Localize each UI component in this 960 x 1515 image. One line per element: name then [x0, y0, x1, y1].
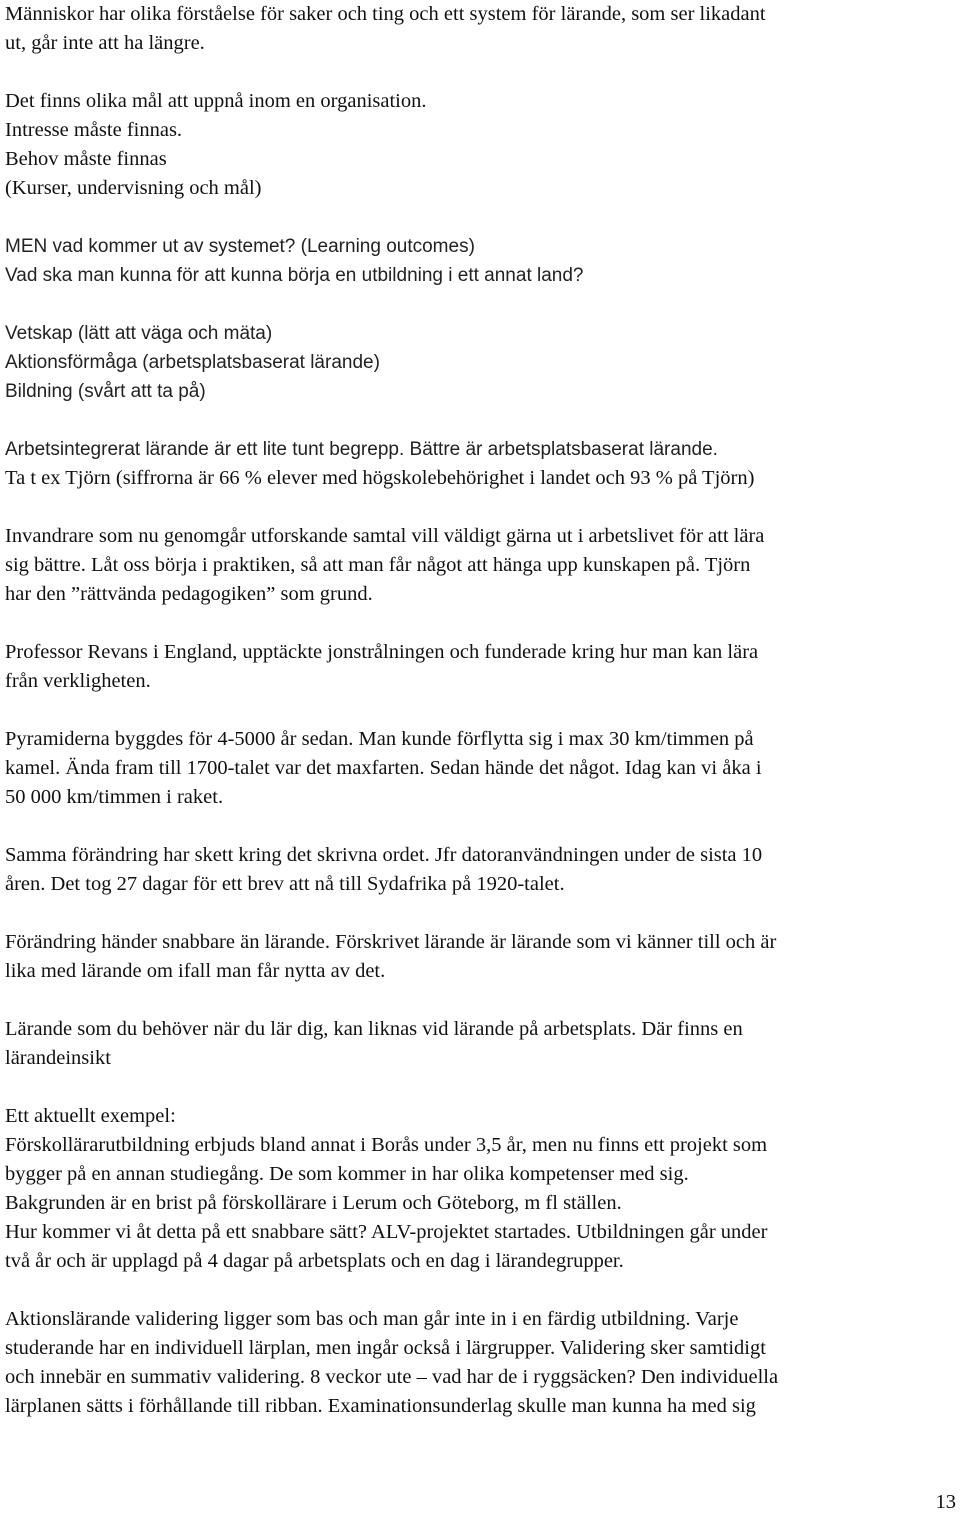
- text-line: Arbetsintegrerat lärande är ett lite tunt begrepp. Bättre är arbetsplatsbaserat lärande.: [5, 439, 718, 460]
- text-line: Vetskap (lätt att väga och mäta): [5, 323, 273, 344]
- text-line: ut, går inte att ha längre.: [5, 32, 205, 54]
- paragraph: [5, 87, 953, 203]
- text-line: Hur kommer vi åt detta på ett snabbare sätt? ALV-projektet startades. Utbildningen går under: [5, 1221, 768, 1243]
- text-line: Professor Revans i England, upptäckte jonstrålningen och funderade kring hur man kan lära: [5, 641, 759, 663]
- paragraph: [5, 1015, 953, 1073]
- paragraph: [5, 1102, 953, 1276]
- text-line: Vad ska man kunna för att kunna börja en utbildning i ett annat land?: [5, 265, 584, 286]
- text-line: Ta t ex Tjörn (siffrorna är 66 % elever med högskolebehörighet i landet och 93 % på Tjörn): [5, 467, 755, 489]
- paragraph: [5, 319, 953, 406]
- text-line: 50 000 km/timmen i raket.: [5, 786, 224, 808]
- paragraph: [5, 725, 953, 812]
- paragraph-spacer: [5, 1073, 953, 1102]
- text-line: lärplanen sätts i förhållande till ribban. Examinationsunderlag skulle man kunna ha med sig: [5, 1395, 756, 1417]
- paragraph-spacer: [5, 986, 953, 1015]
- paragraph: [5, 1305, 953, 1421]
- text-line: Förskollärarutbildning erbjuds bland annat i Borås under 3,5 år, men nu finns ett projekt som: [5, 1134, 768, 1156]
- text-line: Invandrare som nu genomgår utforskande samtal vill väldigt gärna ut i arbetslivet för att lära: [5, 525, 765, 547]
- paragraph-spacer: [5, 1276, 953, 1305]
- paragraph-spacer: [5, 899, 953, 928]
- text-line: (Kurser, undervisning och mål): [5, 177, 262, 199]
- text-line: lika med lärande om ifall man får nytta av det.: [5, 960, 386, 982]
- paragraph: [5, 232, 953, 290]
- paragraph: [5, 435, 953, 464]
- text-line: MEN vad kommer ut av systemet? (Learning outcomes): [5, 236, 475, 257]
- paragraph-spacer: [5, 58, 953, 87]
- page-number: 13: [935, 1491, 956, 1513]
- text-line: och innebär en summativ validering. 8 veckor ute – vad har de i ryggsäcken? Den individuella: [5, 1366, 779, 1388]
- paragraph: [5, 522, 953, 609]
- text-line: Aktionslärande validering ligger som bas och man går inte in i en färdig utbildning. Varje: [5, 1308, 739, 1330]
- text-line: har den ”rättvända pedagogiken” som grund.: [5, 583, 373, 605]
- text-line: Bildning (svårt att ta på): [5, 381, 206, 402]
- document-page: [5, 0, 953, 1421]
- text-line: Bakgrunden är en brist på förskollärare i Lerum och Göteborg, m fl ställen.: [5, 1192, 622, 1214]
- text-line: bygger på en annan studiegång. De som kommer in har olika kompetenser med sig.: [5, 1163, 689, 1185]
- paragraph-spacer: [5, 290, 953, 319]
- text-line: från verkligheten.: [5, 670, 151, 692]
- paragraph-spacer: [5, 609, 953, 638]
- paragraph-spacer: [5, 203, 953, 232]
- paragraph: [5, 0, 953, 58]
- paragraph-spacer: [5, 696, 953, 725]
- text-line: studerande har en individuell lärplan, men ingår också i lärgrupper. Validering sker samtidigt: [5, 1337, 766, 1359]
- text-line: Intresse måste finnas.: [5, 119, 183, 141]
- text-line: kamel. Ända fram till 1700-talet var det maxfarten. Sedan hände det något. Idag kan vi åka i: [5, 757, 762, 779]
- paragraph: [5, 928, 953, 986]
- paragraph: [5, 464, 953, 493]
- text-line: sig bättre. Låt oss börja i praktiken, så att man får något att hänga upp kunskapen på. Tjörn: [5, 554, 751, 576]
- text-line: åren. Det tog 27 dagar för ett brev att nå till Sydafrika på 1920-talet.: [5, 873, 565, 895]
- text-line: Pyramiderna byggdes för 4-5000 år sedan. Man kunde förflytta sig i max 30 km/timmen på: [5, 728, 754, 750]
- text-line: Ett aktuellt exempel:: [5, 1105, 176, 1127]
- text-line: Lärande som du behöver när du lär dig, kan liknas vid lärande på arbetsplats. Där finns en: [5, 1018, 743, 1040]
- text-line: Förändring händer snabbare än lärande. Förskrivet lärande är lärande som vi känner till och är: [5, 931, 777, 953]
- paragraph: [5, 841, 953, 899]
- text-line: lärandeinsikt: [5, 1047, 111, 1069]
- paragraph: [5, 638, 953, 696]
- text-line: två år och är upplagd på 4 dagar på arbetsplats och en dag i lärandegrupper.: [5, 1250, 624, 1272]
- text-line: Aktionsförmåga (arbetsplatsbaserat lärande): [5, 352, 380, 373]
- paragraph-spacer: [5, 406, 953, 435]
- text-line: Det finns olika mål att uppnå inom en organisation.: [5, 90, 427, 112]
- text-line: Samma förändring har skett kring det skrivna ordet. Jfr datoranvändningen under de sista 10: [5, 844, 763, 866]
- text-line: Människor har olika förståelse för saker och ting och ett system för lärande, som ser likadant: [5, 3, 766, 25]
- text-line: Behov måste finnas: [5, 148, 167, 170]
- paragraph-spacer: [5, 812, 953, 841]
- paragraph-spacer: [5, 493, 953, 522]
